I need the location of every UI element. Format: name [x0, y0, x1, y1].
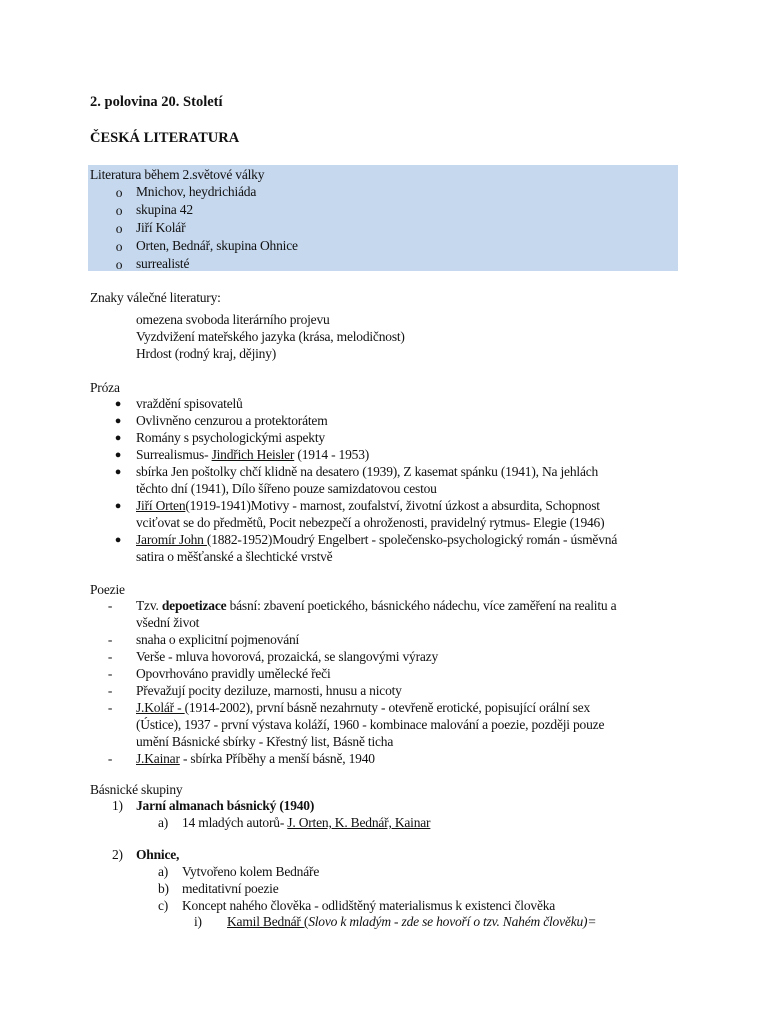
list-item: meditativní poezie [182, 881, 279, 896]
signs-heading: Znaky válečné literatury: [90, 290, 221, 305]
list-item: vraždění spisovatelů [136, 396, 243, 411]
list-letter: a) [158, 815, 169, 830]
item-text: básní: zbavení poetického, básnického nádechu, více zaměření na realitu a [226, 598, 617, 613]
author-link[interactable]: Jindřich Heisler [211, 447, 295, 462]
list-item-line: umění Básnické sbírky - Křestný list, Básně ticha [136, 734, 394, 749]
list-number: 1) [112, 798, 123, 813]
list-item-line [136, 750, 375, 767]
list-item: skupina 42 [136, 202, 193, 217]
item-text: (1882-1952)Moudrý Engelbert - společensko-psychologický román - úsměvná [206, 532, 618, 547]
bullet-icon: ● [114, 449, 122, 461]
group-title: Jarní almanach básnický (1940) [136, 798, 315, 813]
list-item: surrealisté [136, 256, 190, 271]
author-link[interactable]: Jaromír John [136, 532, 207, 547]
list-item: Mnichov, heydrichiáda [136, 184, 257, 199]
item-bold: depoetizace [161, 598, 227, 613]
bullet-icon: ● [114, 534, 122, 546]
section-title: ČESKÁ LITERATURA [90, 130, 240, 146]
dash-icon: - [107, 666, 113, 681]
poetry-heading: Poezie [90, 582, 125, 597]
item-italic: Slovo k mladým - zde se hovoří o tzv. Nahém člověku)= [308, 914, 597, 929]
war-heading: Literatura během 2.světové války [90, 167, 265, 182]
list-item: Opovrhováno pravidly umělecké řeči [136, 666, 331, 681]
dash-icon: - [107, 649, 113, 664]
list-item: Vytvořeno kolem Bednáře [182, 864, 320, 879]
circle-bullet-icon: o [115, 185, 123, 200]
dash-icon: - [107, 700, 113, 715]
list-item: Hrdost (rodný kraj, dějiny) [136, 346, 277, 361]
list-number: 2) [112, 847, 123, 862]
item-text: 14 mladých autorů- [182, 815, 288, 830]
list-item-line: těchto dní (1941), Dílo šířeno pouze samizdatovou cestou [136, 481, 437, 496]
dash-icon: - [107, 683, 113, 698]
list-roman: i) [194, 914, 202, 929]
author-link[interactable]: Kamil Bednář [227, 914, 304, 929]
item-text: Tzv. [136, 598, 162, 613]
list-item: Orten, Bednář, skupina Ohnice [136, 238, 298, 253]
list-item-line [136, 497, 600, 514]
bullet-icon: ● [114, 398, 122, 410]
list-item-line: všední život [136, 615, 200, 630]
list-item-line: satira o měšťanské a šlechtické vrstvě [136, 549, 333, 564]
item-text: Surrealismus- [136, 447, 212, 462]
circle-bullet-icon: o [115, 203, 123, 218]
dash-icon: - [107, 751, 113, 766]
item-text: ( [303, 914, 309, 929]
item-text: (1919-1941)Motivy - marnost, zoufalství, životní úzkost a absurdita, Schopnost [185, 498, 600, 513]
bullet-icon: ● [114, 466, 122, 478]
author-link[interactable]: J.Kainar [136, 751, 180, 766]
list-item-line: sbírka Jen poštolky chčí klidně na desatero (1939), Z kasemat spánku (1941), Na jehlách [136, 464, 599, 479]
list-item-line: vciťovat se do předmětů, Pocit nebezpečí a ohroženosti, pravidelný rytmus- Elegie (1946) [136, 515, 605, 530]
list-item-line [136, 531, 617, 548]
bullet-icon: ● [114, 432, 122, 444]
list-item: snaha o explicitní pojmenování [136, 632, 300, 647]
item-text: (1914 - 1953) [294, 447, 370, 462]
author-link[interactable]: J. Orten, K. Bednář, Kainar [287, 815, 431, 830]
list-letter: b) [158, 881, 169, 896]
circle-bullet-icon: o [115, 257, 123, 272]
circle-bullet-icon: o [115, 221, 123, 236]
list-item-line: (Ústice), 1937 - první výstava koláží, 1960 - kombinace malování a poezie, později pouze [136, 717, 605, 732]
list-letter: c) [158, 898, 169, 913]
dash-icon: - [107, 632, 113, 647]
list-item: Koncept nahého člověka - odlidštěný materialismus k existenci člověka [182, 898, 556, 913]
bullet-icon: ● [114, 500, 122, 512]
list-letter: a) [158, 864, 169, 879]
circle-bullet-icon: o [115, 239, 123, 254]
list-item: Verše - mluva hovorová, prozaická, se slangovými výrazy [136, 649, 439, 664]
list-item: omezena svoboda literárního projevu [136, 312, 330, 327]
list-item-line [136, 597, 616, 614]
list-item: Vyzdvižení mateřského jazyka (krása, melodičnost) [136, 329, 405, 344]
groups-heading: Básnické skupiny [90, 782, 183, 797]
list-item: Převažují pocity deziluze, marnosti, hnusu a nicoty [136, 683, 402, 698]
prose-heading: Próza [90, 380, 120, 395]
dash-icon: - [107, 598, 113, 613]
bullet-icon: ● [114, 415, 122, 427]
list-item-line [136, 699, 590, 716]
list-item-line [182, 814, 430, 831]
list-item: Jiří Kolář [136, 220, 186, 235]
group-title: Ohnice, [136, 847, 180, 862]
item-text: (1914-2002), první básně nezahrnuty - otevřeně erotické, popisující orální sex [184, 700, 591, 715]
list-item: Romány s psychologickými aspekty [136, 430, 325, 445]
list-item [136, 446, 369, 463]
page-title: 2. polovina 20. Století [90, 94, 223, 110]
list-item: Ovlivněno cenzurou a protektorátem [136, 413, 328, 428]
author-link[interactable]: J.Kolář - [136, 700, 185, 715]
author-link[interactable]: Jiří Orten [136, 498, 186, 513]
item-text: - sbírka Příběhy a menší básně, 1940 [179, 751, 375, 766]
list-item-line [227, 913, 596, 930]
